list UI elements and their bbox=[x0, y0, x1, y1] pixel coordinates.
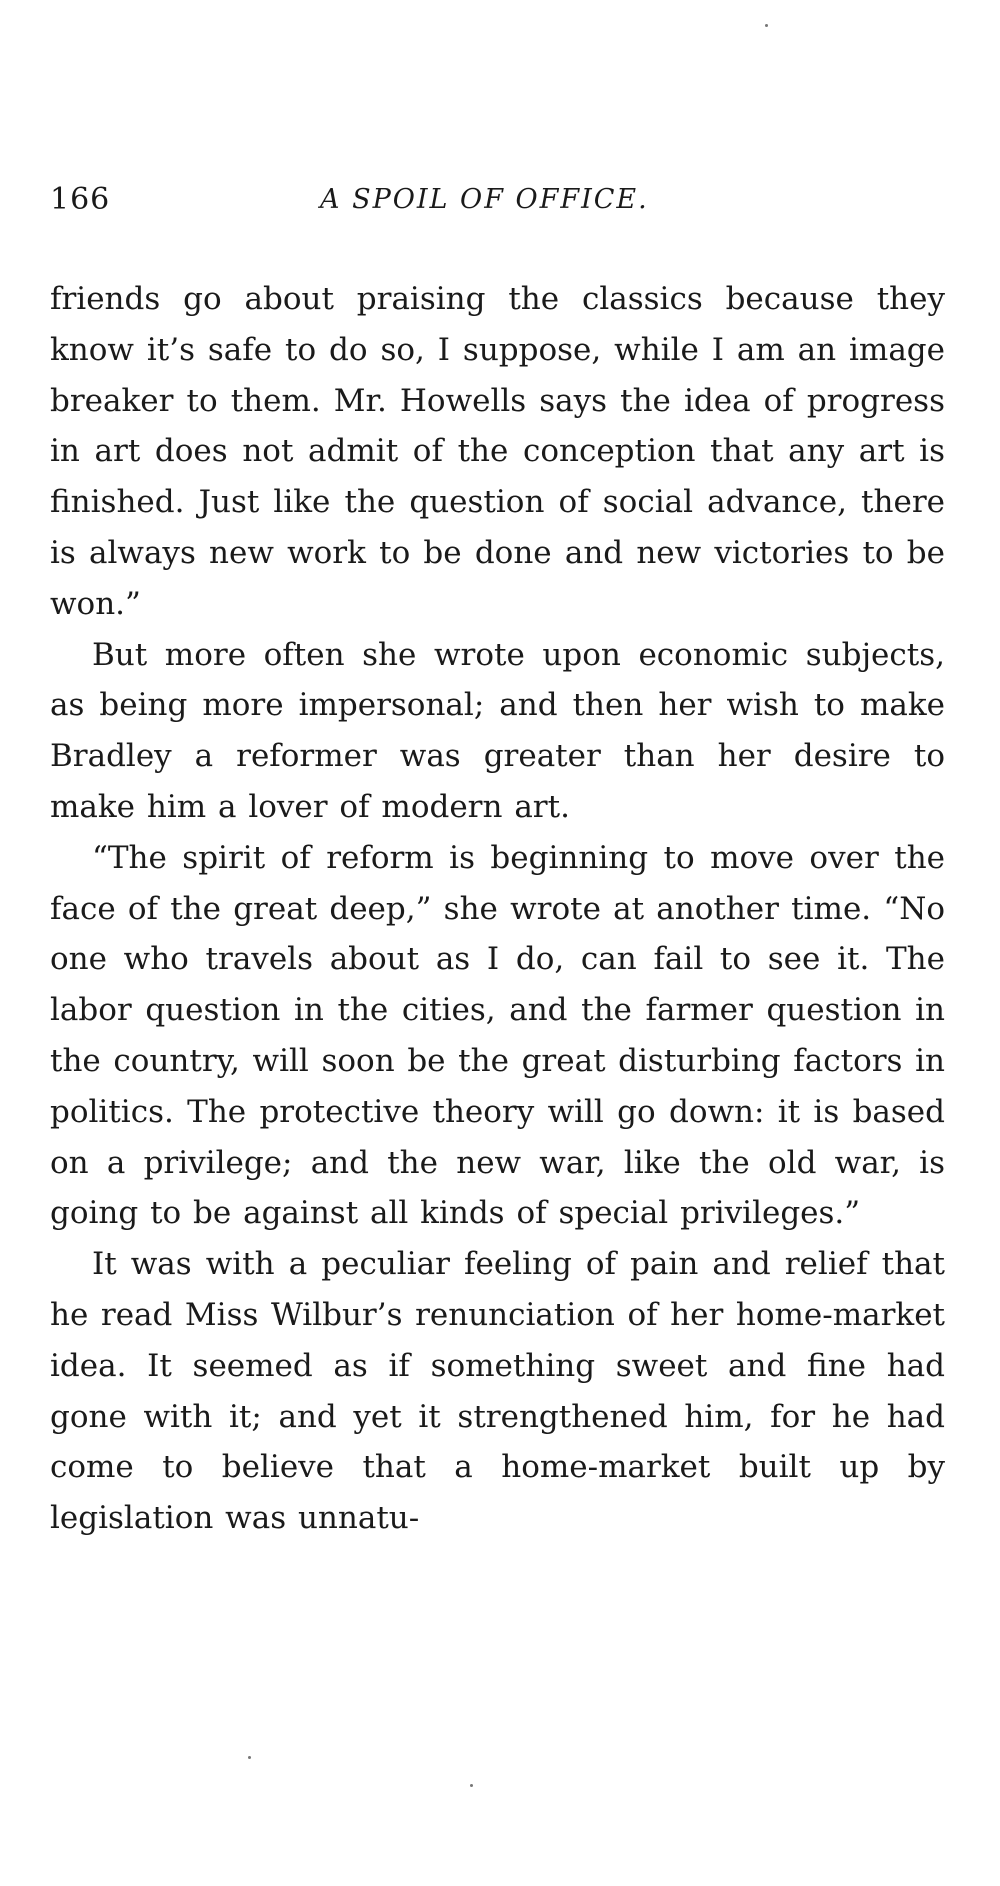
paragraph: “The spirit of reform is beginning to move over the face of the great deep,” she wrote at another time. “No one who travels about as I do, can fail to see it. The labor question in the cities, and the farmer question in the country, will soon be the great disturbing factors in politics. The protective theory will go down: it is based on a privilege; and the new war, like the old war, is going to be against all kinds of special privileges.” bbox=[50, 839, 945, 1232]
paragraph: It was with a peculiar feeling of pain and relief that he read Miss Wilbur’s renunciation of her home-market idea. It seemed as if something sweet and fine had gone with it; and yet it strengthened him, for he had come to believe that a home-market built up by legislation was unnatu- bbox=[50, 1246, 945, 1537]
page-header bbox=[50, 182, 945, 234]
paper-speck bbox=[765, 24, 768, 27]
page-number: 166 bbox=[50, 182, 111, 217]
paragraph-continued: friends go about praising the classics because they know it’s safe to do so, I suppose, while I am an image breaker to them. Mr. Howells says the idea of progress in art does not admit of the conception that any art is finished. Just like the question of social advance, there is always new work to be done and new victories to be won.” bbox=[50, 281, 945, 622]
body-text bbox=[50, 274, 945, 1544]
paper-speck bbox=[470, 1784, 473, 1787]
paper-speck bbox=[248, 1756, 251, 1759]
paragraph: But more often she wrote upon economic subjects, as being more impersonal; and then her wish to make Bradley a reformer was greater than her desire to make him a lover of modern art. bbox=[50, 636, 945, 825]
running-title: A SPOIL OF OFFICE. bbox=[320, 184, 649, 215]
